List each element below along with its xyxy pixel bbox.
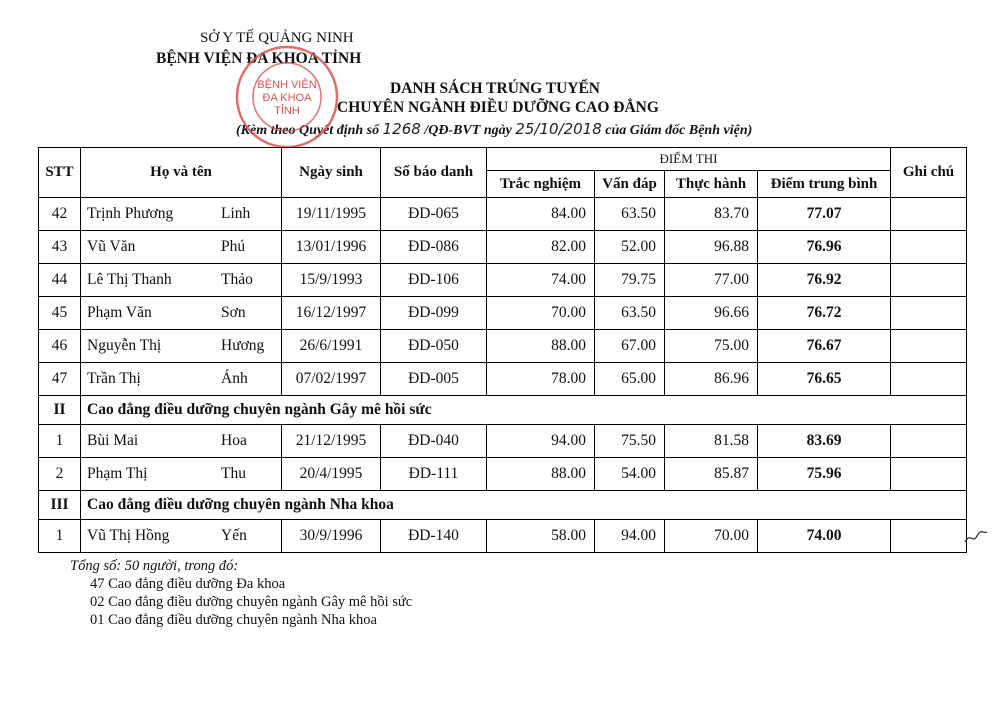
cell-last-name: Hoa bbox=[221, 432, 247, 449]
cell-avg: 76.96 bbox=[758, 231, 891, 264]
table-row bbox=[39, 363, 967, 396]
cell-first-name: Trịnh Phương bbox=[87, 205, 174, 222]
table-row bbox=[39, 198, 967, 231]
cell-dob: 13/01/1996 bbox=[282, 231, 381, 264]
stamp-line1: BỆNH VIỆN bbox=[257, 79, 317, 91]
cell-stt: 44 bbox=[39, 264, 81, 297]
cell-note bbox=[891, 330, 967, 363]
cell-stt: 43 bbox=[39, 231, 81, 264]
cell-mcq: 78.00 bbox=[487, 363, 595, 396]
signature-mark bbox=[964, 530, 988, 544]
cell-practice: 77.00 bbox=[665, 264, 758, 297]
cell-mcq: 88.00 bbox=[487, 458, 595, 491]
cell-oral: 65.00 bbox=[595, 363, 665, 396]
decision-date: 25/10/2018 bbox=[515, 120, 602, 138]
cell-note bbox=[891, 264, 967, 297]
cell-mcq: 70.00 bbox=[487, 297, 595, 330]
table-row bbox=[39, 297, 967, 330]
table-row bbox=[39, 458, 967, 491]
cell-first-name: Trần Thị bbox=[87, 370, 141, 387]
footer-summary bbox=[70, 557, 412, 629]
cell-sbd: ĐD-106 bbox=[381, 264, 487, 297]
footer-total: Tổng số: 50 người, trong đó: bbox=[70, 558, 239, 574]
cell-last-name: Thu bbox=[221, 465, 246, 482]
section-label: Cao đẳng điều dưỡng chuyên ngành Nha khoa bbox=[81, 491, 967, 520]
cell-last-name: Hương bbox=[221, 337, 265, 354]
cell-oral: 63.50 bbox=[595, 198, 665, 231]
cell-mcq: 84.00 bbox=[487, 198, 595, 231]
cell-name bbox=[81, 264, 282, 297]
cell-dob: 16/12/1997 bbox=[282, 297, 381, 330]
decision-suffix: của Giám đốc Bệnh viện) bbox=[605, 123, 753, 138]
cell-practice: 75.00 bbox=[665, 330, 758, 363]
cell-practice: 85.87 bbox=[665, 458, 758, 491]
cell-mcq: 88.00 bbox=[487, 330, 595, 363]
cell-sbd: ĐD-040 bbox=[381, 425, 487, 458]
cell-note bbox=[891, 297, 967, 330]
section-roman: III bbox=[39, 491, 81, 520]
cell-last-name: Phú bbox=[221, 238, 246, 255]
cell-mcq: 74.00 bbox=[487, 264, 595, 297]
col-note: Ghi chú bbox=[891, 148, 967, 198]
cell-oral: 63.50 bbox=[595, 297, 665, 330]
cell-avg: 76.92 bbox=[758, 264, 891, 297]
cell-avg: 75.96 bbox=[758, 458, 891, 491]
cell-sbd: ĐD-065 bbox=[381, 198, 487, 231]
cell-dob: 30/9/1996 bbox=[282, 520, 381, 553]
cell-stt: 47 bbox=[39, 363, 81, 396]
decision-prefix: (Kèm theo Quyết định số bbox=[236, 123, 380, 138]
footer-item: 02 Cao đẳng điều dưỡng chuyên ngành Gây mê hồi sức bbox=[90, 594, 413, 610]
cell-note bbox=[891, 520, 967, 553]
cell-mcq: 94.00 bbox=[487, 425, 595, 458]
footer-item: 01 Cao đẳng điều dưỡng chuyên ngành Nha khoa bbox=[90, 612, 377, 628]
cell-stt: 1 bbox=[39, 520, 81, 553]
cell-last-name: Linh bbox=[221, 205, 251, 222]
cell-mcq: 82.00 bbox=[487, 231, 595, 264]
cell-dob: 07/02/1997 bbox=[282, 363, 381, 396]
col-mcq: Trắc nghiệm bbox=[487, 171, 595, 198]
cell-name bbox=[81, 297, 282, 330]
cell-practice: 86.96 bbox=[665, 363, 758, 396]
cell-note bbox=[891, 231, 967, 264]
cell-mcq: 58.00 bbox=[487, 520, 595, 553]
col-dob: Ngày sinh bbox=[282, 148, 381, 198]
col-name: Họ và tên bbox=[81, 148, 282, 198]
official-stamp bbox=[232, 42, 342, 152]
section-row bbox=[39, 396, 967, 425]
cell-stt: 1 bbox=[39, 425, 81, 458]
cell-dob: 26/6/1991 bbox=[282, 330, 381, 363]
cell-avg: 76.67 bbox=[758, 330, 891, 363]
cell-avg: 74.00 bbox=[758, 520, 891, 553]
cell-practice: 81.58 bbox=[665, 425, 758, 458]
cell-first-name: Nguyễn Thị bbox=[87, 337, 162, 354]
cell-sbd: ĐD-005 bbox=[381, 363, 487, 396]
stamp-line2: ĐA KHOA bbox=[262, 92, 312, 104]
document-subtitle: CHUYÊN NGÀNH ĐIỀU DƯỠNG CAO ĐẲNG bbox=[337, 99, 659, 116]
col-oral: Vấn đáp bbox=[595, 171, 665, 198]
cell-oral: 94.00 bbox=[595, 520, 665, 553]
ministry-name: SỞ Y TẾ QUẢNG NINH bbox=[200, 30, 354, 46]
results-table bbox=[38, 147, 967, 553]
cell-oral: 79.75 bbox=[595, 264, 665, 297]
col-avg: Điểm trung bình bbox=[758, 171, 891, 198]
hospital-name: BỆNH VIỆN ĐA KHOA TỈNH bbox=[156, 50, 362, 67]
decision-number: 1268 bbox=[382, 120, 421, 138]
section-roman: II bbox=[39, 396, 81, 425]
cell-last-name: Sơn bbox=[221, 304, 246, 321]
cell-sbd: ĐD-099 bbox=[381, 297, 487, 330]
cell-sbd: ĐD-086 bbox=[381, 231, 487, 264]
cell-sbd: ĐD-111 bbox=[381, 458, 487, 491]
col-exam-group: ĐIỂM THI bbox=[487, 148, 891, 171]
cell-dob: 15/9/1993 bbox=[282, 264, 381, 297]
cell-first-name: Lê Thị Thanh bbox=[87, 271, 172, 288]
cell-avg: 83.69 bbox=[758, 425, 891, 458]
stamp-line3: TỈNH bbox=[274, 105, 300, 117]
cell-stt: 2 bbox=[39, 458, 81, 491]
cell-first-name: Vũ Văn bbox=[87, 238, 136, 255]
cell-sbd: ĐD-050 bbox=[381, 330, 487, 363]
cell-note bbox=[891, 425, 967, 458]
cell-note bbox=[891, 458, 967, 491]
cell-avg: 76.72 bbox=[758, 297, 891, 330]
cell-name bbox=[81, 520, 282, 553]
cell-name bbox=[81, 231, 282, 264]
cell-stt: 46 bbox=[39, 330, 81, 363]
table-row bbox=[39, 231, 967, 264]
cell-name bbox=[81, 425, 282, 458]
cell-last-name: Yến bbox=[221, 527, 247, 544]
cell-name bbox=[81, 363, 282, 396]
col-sbd: Số báo danh bbox=[381, 148, 487, 198]
cell-oral: 54.00 bbox=[595, 458, 665, 491]
cell-oral: 75.50 bbox=[595, 425, 665, 458]
col-stt: STT bbox=[39, 148, 81, 198]
cell-practice: 70.00 bbox=[665, 520, 758, 553]
table-row bbox=[39, 264, 967, 297]
footer-item: 47 Cao đẳng điều dưỡng Đa khoa bbox=[90, 576, 286, 592]
cell-oral: 67.00 bbox=[595, 330, 665, 363]
cell-name bbox=[81, 198, 282, 231]
cell-first-name: Phạm Thị bbox=[87, 465, 148, 482]
cell-note bbox=[891, 198, 967, 231]
cell-avg: 77.07 bbox=[758, 198, 891, 231]
cell-dob: 21/12/1995 bbox=[282, 425, 381, 458]
cell-dob: 19/11/1995 bbox=[282, 198, 381, 231]
cell-practice: 83.70 bbox=[665, 198, 758, 231]
cell-last-name: Thảo bbox=[221, 271, 253, 288]
cell-sbd: ĐD-140 bbox=[381, 520, 487, 553]
cell-practice: 96.66 bbox=[665, 297, 758, 330]
cell-practice: 96.88 bbox=[665, 231, 758, 264]
table-row bbox=[39, 425, 967, 458]
cell-dob: 20/4/1995 bbox=[282, 458, 381, 491]
cell-name bbox=[81, 330, 282, 363]
cell-first-name: Phạm Văn bbox=[87, 304, 152, 321]
cell-first-name: Vũ Thị Hồng bbox=[87, 527, 170, 544]
table-row bbox=[39, 520, 967, 553]
cell-note bbox=[891, 363, 967, 396]
section-row bbox=[39, 491, 967, 520]
col-practice: Thực hành bbox=[665, 171, 758, 198]
cell-name bbox=[81, 458, 282, 491]
cell-stt: 45 bbox=[39, 297, 81, 330]
table-row bbox=[39, 330, 967, 363]
cell-first-name: Bùi Mai bbox=[87, 432, 139, 449]
cell-last-name: Ánh bbox=[221, 370, 248, 387]
cell-oral: 52.00 bbox=[595, 231, 665, 264]
document-title: DANH SÁCH TRÚNG TUYỂN bbox=[390, 80, 600, 97]
cell-stt: 42 bbox=[39, 198, 81, 231]
decision-middle: /QĐ-BVT ngày bbox=[424, 123, 512, 138]
cell-avg: 76.65 bbox=[758, 363, 891, 396]
section-label: Cao đẳng điều dưỡng chuyên ngành Gây mê hồi sức bbox=[81, 396, 967, 425]
